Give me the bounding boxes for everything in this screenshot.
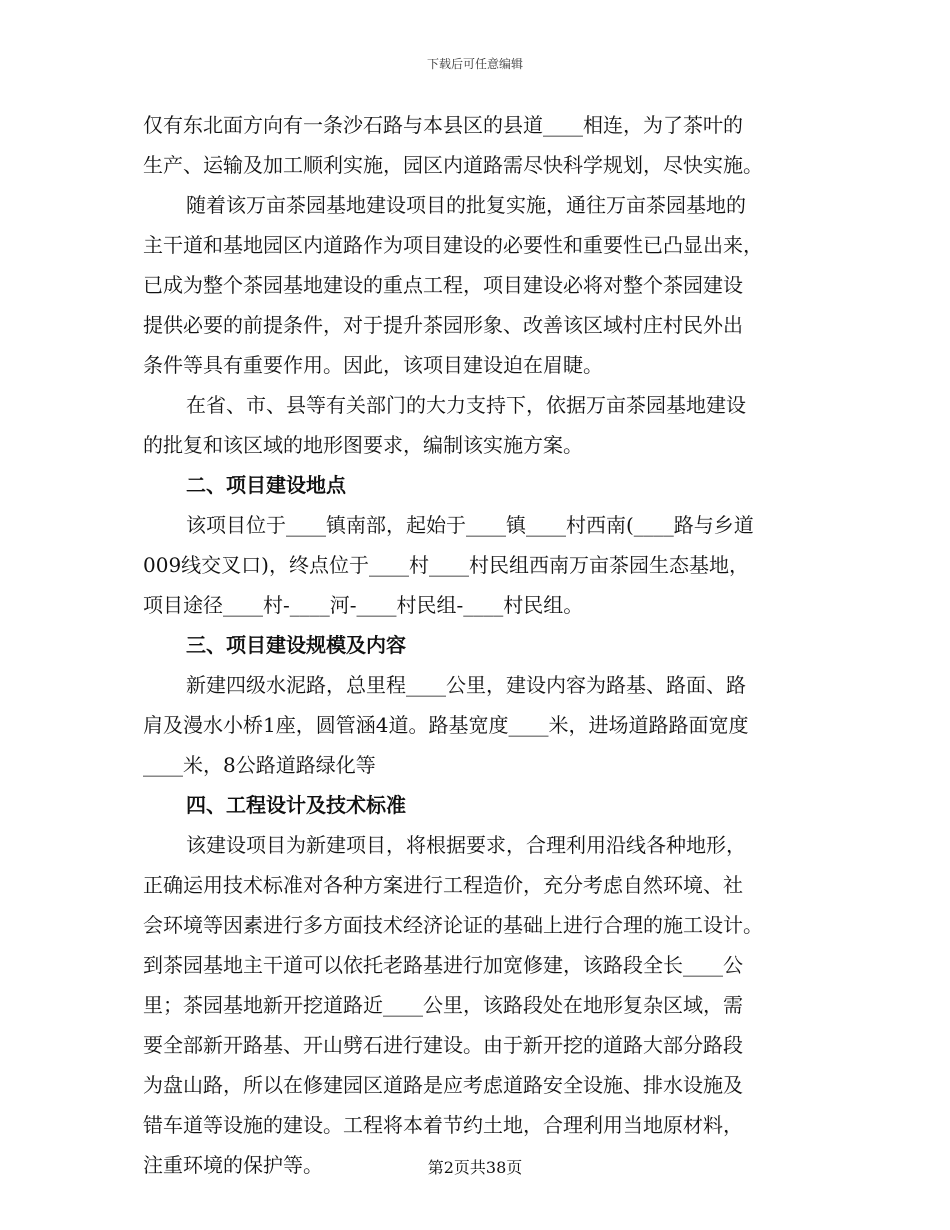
section-heading: 三、项目建设规模及内容 (186, 633, 406, 657)
body-line: 错车道等设施的建设。工程将本着节约土地，合理利用当地原材料， (143, 1113, 743, 1137)
section-heading: 四、工程设计及技术标准 (186, 793, 406, 817)
body-line: 仅有东北面方向有一条沙石路与本县区的县道____相连，为了茶叶的 (143, 113, 743, 137)
paragraph-line: 该项目位于____镇南部，起始于____镇____村西南(____路与乡道 (186, 513, 754, 537)
body-line: 肩及漫水小桥1座，圆管涵4道。路基宽度____米，进场道路路面宽度 (143, 713, 749, 737)
body-line: 条件等具有重要作用。因此，该项目建设迫在眉睫。 (143, 353, 603, 377)
body-line: 已成为整个茶园基地建设的重点工程，项目建设必将对整个茶园建设 (143, 273, 743, 297)
section-heading: 二、项目建设地点 (186, 473, 346, 497)
body-line: 里；茶园基地新开挖道路近____公里，该路段处在地形复杂区域，需 (143, 993, 743, 1017)
body-line: 主干道和基地园区内道路作为项目建设的必要性和重要性已凸显出来， (143, 233, 763, 257)
body-line: 到茶园基地主干道可以依托老路基进行加宽修建，该路段全长____公 (143, 953, 743, 977)
body-line: 为盘山路，所以在修建园区道路是应考虑道路安全设施、排水设施及 (143, 1073, 743, 1097)
paragraph-line: 在省、市、县等有关部门的大力支持下，依据万亩茶园基地建设 (186, 393, 746, 417)
body-line: 提供必要的前提条件，对于提升茶园形象、改善该区域村庄村民外出 (143, 313, 743, 337)
page-number-footer: 第2页共38页 (427, 1158, 523, 1177)
body-line: 注重环境的保护等。 (143, 1153, 323, 1177)
paragraph-line: 新建四级水泥路，总里程____公里，建设内容为路基、路面、路 (186, 673, 746, 697)
body-line: 的批复和该区域的地形图要求，编制该实施方案。 (143, 433, 583, 457)
body-line: ____米，8公路道路绿化等 (143, 753, 376, 777)
page-header-note: 下载后可任意编辑 (426, 57, 523, 71)
body-line: 项目途径____村-____河-____村民组-____村民组。 (143, 593, 584, 617)
body-line: 会环境等因素进行多方面技术经济论证的基础上进行合理的施工设计。 (143, 913, 763, 937)
body-line: 009线交叉口)，终点位于____村____村民组西南万亩茶园生态基地， (143, 553, 749, 577)
paragraph-line: 随着该万亩茶园基地建设项目的批复实施，通往万亩茶园基地的 (186, 193, 746, 217)
body-line: 正确运用技术标准对各种方案进行工程造价，充分考虑自然环境、社 (143, 873, 743, 897)
paragraph-line: 该建设项目为新建项目，将根据要求，合理利用沿线各种地形， (186, 833, 746, 857)
body-line: 要全部新开路基、开山劈石进行建设。由于新开挖的道路大部分路段 (143, 1033, 743, 1057)
body-line: 生产、运输及加工顺利实施，园区内道路需尽快科学规划，尽快实施。 (143, 153, 763, 177)
document-body (143, 105, 807, 1185)
